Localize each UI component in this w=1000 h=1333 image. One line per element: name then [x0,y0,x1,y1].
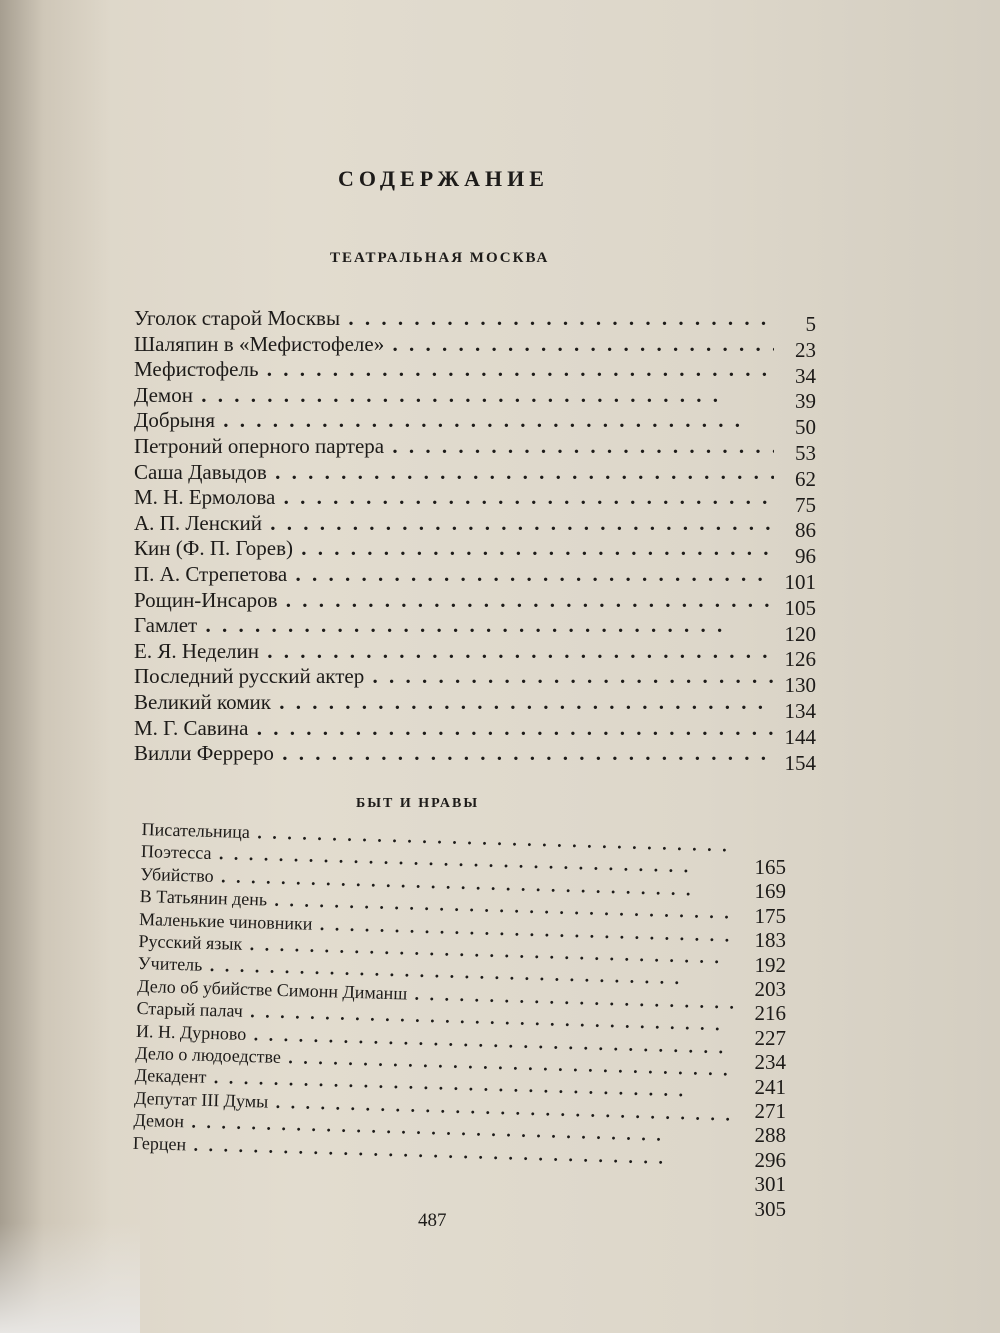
toc-page-number: 105 [784,595,816,620]
toc-page-number: 154 [784,750,816,775]
toc-page-number: 96 [795,544,816,569]
toc-entry: Добрыня . . [134,408,774,434]
toc-entry: Кин (Ф. П. Горев) . . [134,536,774,562]
toc-page-number: 183 [754,928,786,953]
toc-entry: Старый палач . . [136,997,736,1036]
book-spine-edge [0,0,110,1333]
toc-page-number: 39 [795,389,816,414]
toc-entry: Демон . . [134,383,774,409]
toc-page-number: 86 [795,518,816,543]
toc-page-number: 126 [784,647,816,672]
toc-page-number: 234 [754,1050,786,1075]
toc-entry: Дело об убийстве Симонн Диманш . . [137,975,737,1014]
toc-page-number: 5 [805,312,816,336]
background-surface [0,1223,140,1333]
toc-entry: Рощин-Инсаров . . [134,588,774,614]
toc-entry: Гамлет . . [134,613,774,639]
toc-page-number: 144 [784,724,816,749]
toc-page-number: 50 [795,415,816,440]
section-heading: ТЕАТРАЛЬНАЯ МОСКВА [330,250,550,266]
toc-entry: Е. Я. Неделин . . [134,639,774,665]
toc-page-number: 101 [784,569,816,594]
toc-entry: Дело о людоедстве . . [135,1042,735,1081]
toc-entry: Писательница . . [141,818,741,857]
toc-page-number: 175 [754,903,786,928]
toc-entry: Декадент . . [134,1064,734,1103]
page-number-list [736,312,816,776]
toc-entry: Уголок старой Москвы . . [134,306,774,332]
toc-page-number: 130 [784,673,816,698]
toc-entry: Депутат III Думы . . [134,1087,734,1126]
toc-page-number: 203 [754,977,786,1002]
toc-page-number: 288 [754,1123,786,1148]
toc-page-number: 75 [795,492,816,517]
toc-entry: Вилли Ферреро . . [134,741,774,767]
toc-page-number: 305 [754,1196,786,1221]
toc-entry: В Татьянин день . . [139,885,739,924]
toc-entry: М. Г. Савина . . [134,716,774,742]
page-number-list [706,855,786,1221]
page-title: СОДЕРЖАНИЕ [338,166,549,191]
toc-entry: Убийство . . [140,863,740,902]
toc-entry: Последний русский актер . . [134,664,774,690]
toc-page-number: 241 [754,1074,786,1099]
toc-entry: Мефистофель . . [134,357,774,383]
toc-page-number: 216 [754,1001,786,1026]
toc-entry: Маленькие чиновники . . [139,908,739,947]
toc-entry: Русский язык . . [138,930,738,969]
toc-entry: Петроний оперного партера . . [134,434,774,460]
toc-entry: И. Н. Дурново . . [136,1020,736,1059]
entry-list [134,306,774,767]
toc-entry: М. Н. Ермолова . . [134,485,774,511]
toc-page-number: 120 [784,621,816,646]
toc-page-number: 134 [784,698,816,723]
page-number: 487 [418,1210,447,1231]
toc-entry: Учитель . . [138,952,738,991]
toc-entry: Демон . . [133,1109,733,1148]
toc-page-number: 271 [754,1099,786,1124]
toc-page-number: 165 [754,855,786,879]
toc-entry: Поэтесса . . [141,840,741,879]
toc-entry: Шаляпин в «Мефистофеле» . . [134,332,774,358]
toc-entry: П. А. Стрепетова . . [134,562,774,588]
toc-page-number: 296 [754,1147,786,1172]
entry-list [133,818,742,1171]
toc-page-number: 62 [795,466,816,491]
toc-entry: Великий комик . . [134,690,774,716]
toc-entry: Саша Давыдов . . [134,460,774,486]
section-heading: БЫТ И НРАВЫ [356,796,480,811]
toc-page-number: 53 [795,440,816,465]
toc-page-number: 34 [795,363,816,388]
toc-entry: Герцен . . [133,1132,733,1171]
toc-page-number: 23 [795,337,816,362]
toc-page-number: 301 [754,1172,786,1197]
toc-entry: А. П. Ленский . . [134,511,774,537]
toc-page-number: 192 [754,952,786,977]
toc-page-number: 227 [754,1025,786,1050]
toc-page-number: 169 [754,879,786,904]
